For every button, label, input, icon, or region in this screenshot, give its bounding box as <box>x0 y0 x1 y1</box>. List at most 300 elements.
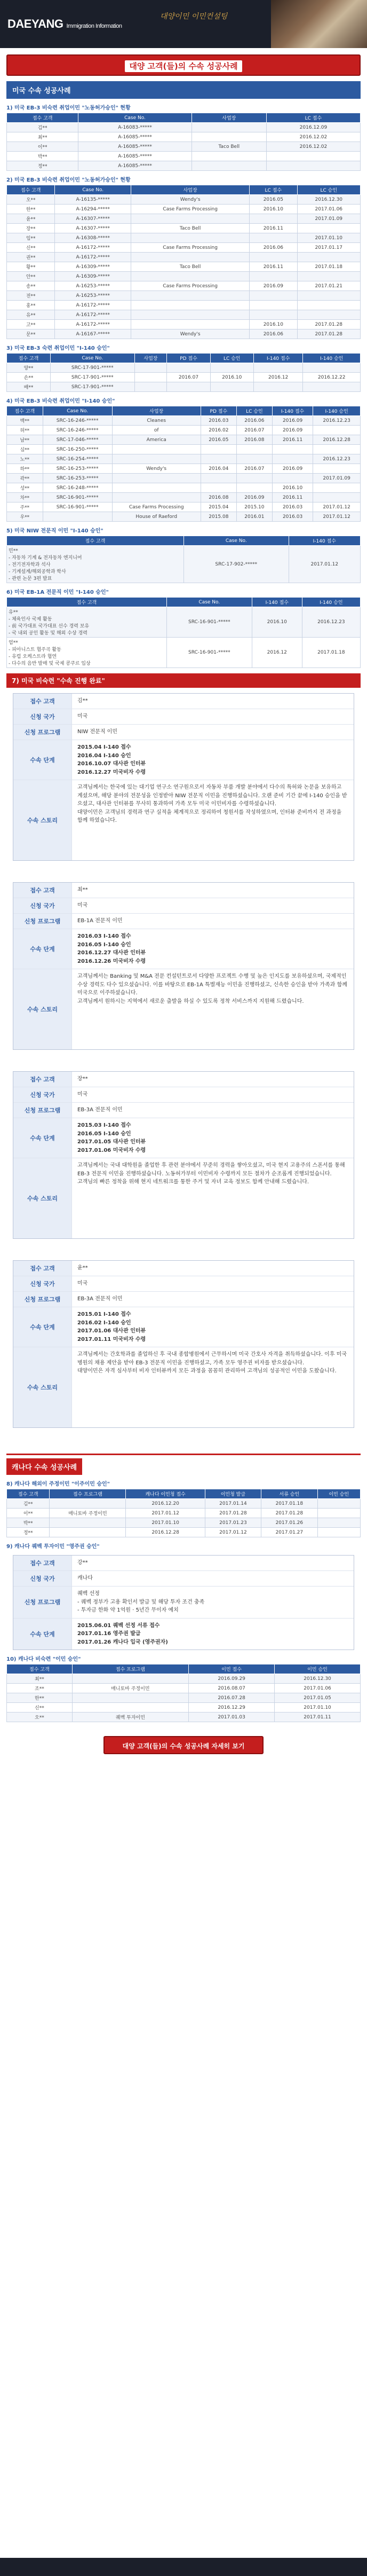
table-cell: A-16172-***** <box>55 310 131 320</box>
table-cell: 2017.01.18 <box>261 1499 317 1509</box>
table-cell: SRC-16-253-***** <box>43 474 112 483</box>
table-cell: 2017.01.12 <box>313 502 361 512</box>
table-cell: 2016.12.22 <box>303 373 361 382</box>
table-cell <box>297 272 360 281</box>
table-cell: 안** <box>7 272 55 281</box>
case-field-label: 신청 프로그램 <box>13 914 72 929</box>
table-cell: 이** <box>7 1509 50 1518</box>
case-field-label: 수속 단계 <box>13 740 72 780</box>
column-header: I-140 승인 <box>313 406 361 416</box>
table-cell: House of Raeford <box>112 512 201 522</box>
case-card <box>13 693 354 861</box>
table-cell: 2017.01.12 <box>205 1528 261 1537</box>
table-cell: 허** <box>7 426 43 435</box>
table-row <box>7 464 361 474</box>
column-header: 접수 고객 <box>7 536 184 546</box>
table-row <box>7 483 361 493</box>
eb1a-table <box>6 597 361 668</box>
table-cell: 2016.08 <box>201 493 236 502</box>
table-cell: A-16308-***** <box>55 233 131 243</box>
table-cell: SRC-17-901-***** <box>51 373 134 382</box>
table-cell <box>250 233 297 243</box>
column-header: 사업장 <box>112 406 201 416</box>
table-row <box>7 272 361 281</box>
table-cell: 2016.12.20 <box>126 1499 205 1509</box>
table-cell: A-16309-***** <box>55 262 131 272</box>
table-cell: 민** - 자동차 기계 & 전자동차 엔지니어 - 전기전자학과 석사 - 기계설계/해외공학과 학사 - 관련 논문 3편 발표 <box>7 546 184 583</box>
table-cell: A-16294-***** <box>55 205 131 214</box>
table-cell: 2017.01.28 <box>205 1509 261 1518</box>
case-field-program: 퀘벡 선정 - 퀘벡 정부가 고용 확인서 발급 및 해당 투자 조건 충족 - 투자금 한화 약 1억원 · 5년간 무이자 예치 <box>77 1591 205 1613</box>
table-cell: 홍** <box>7 301 55 310</box>
case-field-steps: 2015.01 I-140 접수 2016.02 I-140 승인 2017.01.06 대사관 인터뷰 2017.01.11 미국비자 수령 <box>77 1311 146 1342</box>
table-cell <box>313 464 361 474</box>
table-cell <box>297 310 360 320</box>
table-cell: 2017.01.12 <box>126 1509 205 1518</box>
table-cell: 김** <box>7 123 78 132</box>
table-cell <box>192 132 266 142</box>
table-cell <box>313 445 361 454</box>
column-header: Case No. <box>43 406 112 416</box>
i140-table-skilled <box>6 353 361 392</box>
table-cell: 2016.12.30 <box>297 195 360 205</box>
table-cell <box>50 1528 126 1537</box>
case-list-header: 7) 미국 비숙련 "수속 진행 완료" <box>6 673 361 688</box>
case-card <box>13 1260 354 1428</box>
table-cell: 2016.06 <box>250 243 297 253</box>
table-cell <box>272 454 313 464</box>
case-field-label: 신청 국가 <box>13 1571 72 1586</box>
lc-table-2 <box>6 185 361 339</box>
column-header: 접수 프로그램 <box>50 1489 126 1499</box>
table-cell: 2016.09 <box>272 416 313 426</box>
column-header: 이민 승인 <box>275 1664 361 1674</box>
table-row <box>7 123 361 132</box>
table-cell <box>250 291 297 301</box>
column-header: I-140 접수 <box>289 536 360 546</box>
table-cell: A-16172-***** <box>55 253 131 262</box>
table-row <box>7 1528 361 1537</box>
table-cell: 2016.08 <box>236 435 272 445</box>
table-cell: A-16309-***** <box>55 272 131 281</box>
column-header: 이민 승인 <box>317 1489 360 1499</box>
table-cell: 오** <box>7 1713 73 1722</box>
case-field-story: 고객님께서는 Banking 및 M&A 전문 컨설턴트로서 다양한 프로젝트 수행 및 높은 인지도를 보유하셨으며, 국제적인 수상 경력도 다수 있으셨습니다. 이를 바탕으로 EB-1A 특별재능 이민을 진행하셨고, 신속한 승인을 받아 가족과 함께 미국으로 이주하셨습니다. 고객님께서 원하시는 지역에서 새로운 출발을 하실 수 있도록 정착 서비스까지 지원해 드렸습니다. <box>77 973 347 1004</box>
table-row <box>7 474 361 483</box>
case-field-label: 신청 프로그램 <box>13 1103 72 1118</box>
table-cell <box>131 214 250 224</box>
table-cell: A-16172-***** <box>55 243 131 253</box>
brand-name: DAEYANG <box>7 17 63 30</box>
case-field-label: 접수 고객 <box>13 1556 72 1570</box>
column-header: 이민청 발급 <box>205 1489 261 1499</box>
table-cell: 2016.12.30 <box>275 1674 361 1684</box>
table-cell: 2016.12.23 <box>313 416 361 426</box>
table-row <box>7 224 361 233</box>
table-cell <box>72 1693 188 1703</box>
table-cell: 정** <box>7 1528 50 1537</box>
ca-section <box>6 1454 361 1475</box>
table-row <box>7 262 361 272</box>
column-header: Case No. <box>78 113 192 123</box>
table-cell: SRC-16-901-***** <box>43 502 112 512</box>
column-header: 접수 고객 <box>7 113 78 123</box>
case-field-client: 최** <box>77 887 88 893</box>
column-header: PD 접수 <box>201 406 236 416</box>
table-cell: 문** <box>7 329 55 339</box>
table-cell: 2017.01.12 <box>289 546 360 583</box>
table-cell: 조** <box>7 1684 73 1693</box>
brand-logo[interactable] <box>7 17 122 31</box>
column-header: 접수 고객 <box>7 406 43 416</box>
table-cell <box>253 363 303 373</box>
table-cell: 신** <box>7 243 55 253</box>
case-field-label: 수속 스토리 <box>13 1347 72 1427</box>
table-cell: 2016.09 <box>236 493 272 502</box>
case-field-label: 수속 스토리 <box>13 969 72 1049</box>
table-cell: 주** <box>7 502 43 512</box>
table-row <box>7 132 361 142</box>
table-cell: 2016.10 <box>250 205 297 214</box>
table-cell: 2016.04 <box>201 464 236 474</box>
table-row <box>7 1713 361 1722</box>
table-cell: 2017.01.10 <box>275 1703 361 1713</box>
table-cell <box>192 161 266 171</box>
table-row <box>7 205 361 214</box>
table-cell: A-16085-***** <box>78 152 192 161</box>
table-cell <box>236 454 272 464</box>
i140-table-unskilled <box>6 406 361 522</box>
header-image <box>271 0 367 48</box>
table-cell: 곽** <box>7 474 43 483</box>
table-cell <box>303 382 361 392</box>
table-cell: A-16085-***** <box>78 132 192 142</box>
table-cell <box>112 445 201 454</box>
table-cell: 하** <box>7 464 43 474</box>
us-section-header: 미국 수속 성공사례 <box>6 81 361 99</box>
table-cell <box>72 1703 188 1713</box>
table-cell: 2016.03 <box>272 502 313 512</box>
table-row <box>7 214 361 224</box>
column-header: LC 접수 <box>250 185 297 195</box>
case-field-client: 윤** <box>77 1265 88 1271</box>
column-header: PD 접수 <box>167 354 210 363</box>
case-field-label: 접수 고객 <box>13 694 72 709</box>
table-row <box>7 1684 361 1693</box>
table-cell <box>112 493 201 502</box>
case-card <box>13 1071 354 1239</box>
table-cell: 2016.10 <box>272 483 313 493</box>
table-cell: Wendy's <box>112 464 201 474</box>
case-card <box>13 1555 354 1650</box>
table-cell: 최** <box>7 132 78 142</box>
table-cell: SRC-17-046-***** <box>43 435 112 445</box>
column-header: 사업장 <box>131 185 250 195</box>
table-cell: A-16083-***** <box>78 123 192 132</box>
table-cell: 2017.01.28 <box>297 320 360 329</box>
table-cell <box>131 301 250 310</box>
table-cell: Taco Bell <box>131 262 250 272</box>
table-cell: 2017.01.18 <box>297 262 360 272</box>
table-row <box>7 1674 361 1684</box>
table-cell: 손** <box>7 373 51 382</box>
table-cell: 2016.09.29 <box>189 1674 275 1684</box>
table-cell: 임** <box>7 233 55 243</box>
table-cell: 한** <box>7 205 55 214</box>
ca-table-1 <box>6 1489 361 1537</box>
table-cell <box>297 253 360 262</box>
column-header: I-140 승인 <box>303 354 361 363</box>
table-cell <box>297 291 360 301</box>
table-cell: 2016.02 <box>201 426 236 435</box>
column-header: 사업장 <box>134 354 167 363</box>
case-field-program: EB-1A 전문직 이민 <box>77 918 123 924</box>
table-cell <box>43 512 112 522</box>
table-cell: 2017.01.05 <box>275 1693 361 1703</box>
table-cell: 2015.04 <box>201 502 236 512</box>
table-cell: 2016.07 <box>236 464 272 474</box>
table-cell: 2016.07 <box>167 373 210 382</box>
table-cell: 고** <box>7 320 55 329</box>
table-cell: 한** <box>7 1693 73 1703</box>
table-row <box>7 607 361 638</box>
site-footer <box>0 2558 367 2576</box>
table-cell: 차** <box>7 493 43 502</box>
table-cell: Case Farms Processing <box>112 502 201 512</box>
table-cell: A-16135-***** <box>55 195 131 205</box>
table-cell: 2016.11 <box>272 493 313 502</box>
column-header: 사업장 <box>192 113 266 123</box>
table-cell: 이** <box>7 142 78 152</box>
table-row <box>7 310 361 320</box>
table-cell: 2016.05 <box>201 435 236 445</box>
case-field-label: 신청 국가 <box>13 1087 72 1102</box>
table-cell: A-16172-***** <box>55 320 131 329</box>
column-header: 접수 고객 <box>7 1489 50 1499</box>
table-cell <box>297 224 360 233</box>
case-field-country: 미국 <box>77 1281 88 1286</box>
table-cell <box>250 301 297 310</box>
table-cell: 2016.09 <box>250 281 297 291</box>
table-row <box>7 161 361 171</box>
ca-table-3 <box>6 1664 361 1722</box>
case-field-label: 신청 프로그램 <box>13 1292 72 1307</box>
column-header: 이민 접수 <box>189 1664 275 1674</box>
column-header: 접수 고객 <box>7 1664 73 1674</box>
table-cell <box>266 152 360 161</box>
table-cell: 유** <box>7 310 55 320</box>
table-cell: 신** <box>7 1703 73 1713</box>
table-row <box>7 1703 361 1713</box>
table-cell <box>134 373 167 382</box>
table-cell <box>131 272 250 281</box>
table-cell <box>201 454 236 464</box>
table-cell: 장** <box>7 224 55 233</box>
table-cell <box>317 1518 360 1528</box>
table-row <box>7 1509 361 1518</box>
niw-table-caption: 5) 미국 NIW 전문직 이민 "I-140 승인" <box>6 528 103 534</box>
ca-quebec-caption: 9) 캐나다 퀘벡 투자이민 "영주권 승인" <box>6 1544 100 1550</box>
table-cell: 엄** - 피아니스트 협주곡 활동 - 유럽 오케스트라 협연 - 다수의 음반 발매 및 국제 콩쿠르 입상 <box>7 638 167 668</box>
table-cell: 2016.10 <box>210 373 253 382</box>
table-cell: 2017.01.28 <box>261 1509 317 1518</box>
table-row <box>7 426 361 435</box>
site-header <box>0 0 367 48</box>
table-cell: 심** <box>7 445 43 454</box>
table-cell: 백** <box>7 416 43 426</box>
table-cell <box>313 493 361 502</box>
table-cell: 2017.01.27 <box>261 1528 317 1537</box>
table-cell <box>250 310 297 320</box>
table-cell: 2016.12.02 <box>266 142 360 152</box>
case-field-label: 신청 국가 <box>13 1276 72 1291</box>
table-cell <box>131 253 250 262</box>
case-field-label: 수속 스토리 <box>13 1158 72 1238</box>
case-field-program: EB-3A 전문직 이민 <box>77 1107 123 1113</box>
table-cell: 2016.05 <box>250 195 297 205</box>
table-cell <box>112 483 201 493</box>
case-field-program: EB-3A 전문직 이민 <box>77 1296 123 1302</box>
table-cell: 2017.01.03 <box>189 1713 275 1722</box>
table-cell: 2016.09 <box>272 426 313 435</box>
case-field-label: 수속 단계 <box>13 929 72 969</box>
column-header: I-140 접수 <box>252 598 302 607</box>
column-header: LC 승인 <box>210 354 253 363</box>
ca-table-3-caption: 10) 캐나다 비숙련 "이민 승인" <box>6 1656 81 1662</box>
table-cell: 2016.12.09 <box>266 123 360 132</box>
case-field-client: 장** <box>77 1076 88 1082</box>
table-row <box>7 502 361 512</box>
table-cell <box>250 253 297 262</box>
table-row <box>7 195 361 205</box>
table-cell: 윤** <box>7 214 55 224</box>
table-row <box>7 416 361 426</box>
table-cell: 2017.01.18 <box>302 638 360 668</box>
table-cell: 남** <box>7 435 43 445</box>
column-header: Case No. <box>51 354 134 363</box>
table-row <box>7 382 361 392</box>
table-cell: 2017.01.06 <box>297 205 360 214</box>
table-row <box>7 253 361 262</box>
table-cell: SRC-17-902-***** <box>183 546 289 583</box>
table-cell: 2016.08.07 <box>189 1684 275 1693</box>
table-cell: 2017.01.09 <box>313 474 361 483</box>
table-cell <box>112 474 201 483</box>
table-cell: 정** <box>7 161 78 171</box>
table-cell <box>272 474 313 483</box>
table-cell <box>134 382 167 392</box>
table-cell: 전** <box>7 291 55 301</box>
eb1a-table-caption: 6) 미국 EB-1A 전문직 이민 "I-140 승인" <box>6 590 109 595</box>
table-cell: 오** <box>7 195 55 205</box>
case-field-label: 수속 단계 <box>13 1118 72 1158</box>
case-field-country: 캐나다 <box>77 1575 93 1581</box>
table-cell: 매니토바 주정이민 <box>72 1684 188 1693</box>
table-cell: Case Farms Processing <box>131 205 250 214</box>
table-cell <box>317 1528 360 1537</box>
table-cell <box>192 123 266 132</box>
column-header: 캐나다 이민청 접수 <box>126 1489 205 1499</box>
table-cell: A-16307-***** <box>55 224 131 233</box>
column-header: LC 승인 <box>297 185 360 195</box>
i140-table-skilled-caption: 3) 미국 EB-3 숙련 취업이민 "I-140 승인" <box>6 345 110 351</box>
table-cell: 2016.06 <box>236 416 272 426</box>
table-cell: 2016.01 <box>236 512 272 522</box>
column-header: Case No. <box>166 598 252 607</box>
table-cell <box>313 483 361 493</box>
column-header: 서류 승인 <box>261 1489 317 1499</box>
view-more-button[interactable]: 대양 고객(들)의 수속 성공사례 자세히 보기 <box>103 1736 264 1754</box>
table-cell: 2017.01.10 <box>297 233 360 243</box>
case-field-label: 수속 단계 <box>13 1307 72 1347</box>
table-cell: 퀘벡 투자이민 <box>72 1713 188 1722</box>
table-row <box>7 233 361 243</box>
table-cell <box>272 445 313 454</box>
case-field-country: 미국 <box>77 1091 88 1097</box>
table-cell: 박** <box>7 1518 50 1528</box>
table-cell: 배** <box>7 382 51 392</box>
table-cell: 2016.11 <box>272 435 313 445</box>
table-row <box>7 1693 361 1703</box>
case-field-label: 수속 스토리 <box>13 780 72 860</box>
table-row <box>7 546 361 583</box>
table-cell: 2015.08 <box>201 512 236 522</box>
case-field-steps: 2016.03 I-140 접수 2016.05 I-140 승인 2016.12.27 대사관 인터뷰 2016.12.26 미국비자 수령 <box>77 933 146 964</box>
case-field-story: 고객님께서는 한국에 있는 대기업 연구소 연구원으로서 자동차 부품 개발 분야에서 다수의 특허와 논문을 보유하고 계셨으며, 해당 분야의 전문성을 인정받아 NIW 전문직 이민을 진행하셨습니다. 오랜 준비 기간 끝에 I-140 승인을 받으셨고, 대사관 인터뷰를 무사히 통과하여 가족 모두 미국 이민비자를 수령하셨습니다. 대양이민은 고객님의 경력과 연구 실적을 체계적으로 정리하여 청원서를 작성하였으며, 인터뷰 준비까지 전 과정을 함께 하였습니다. <box>77 784 347 823</box>
table-cell <box>317 1499 360 1509</box>
table-cell: A-16085-***** <box>78 142 192 152</box>
table-cell: 우** <box>7 512 43 522</box>
table-cell: A-16167-***** <box>55 329 131 339</box>
lc-table-1-caption: 1) 미국 EB-3 비숙련 취업이민 "노동허가승인" 현황 <box>6 105 131 111</box>
case-field-client: 김** <box>77 698 88 704</box>
table-cell: 2016.12.28 <box>126 1528 205 1537</box>
table-cell: 2016.07.28 <box>189 1693 275 1703</box>
table-cell: 2016.12.28 <box>313 435 361 445</box>
table-cell <box>210 382 253 392</box>
table-cell: A-16253-***** <box>55 281 131 291</box>
table-cell: 2017.01.12 <box>313 512 361 522</box>
case-field-steps: 2015.03 I-140 접수 2016.05 I-140 승인 2017.01.05 대사관 인터뷰 2017.01.06 미국비자 수령 <box>77 1122 146 1153</box>
table-cell: Case Farms Processing <box>131 281 250 291</box>
table-cell <box>72 1674 188 1684</box>
table-cell: 2017.01.26 <box>261 1518 317 1528</box>
table-cell: SRC-16-901-***** <box>166 638 252 668</box>
table-cell <box>131 310 250 320</box>
column-header: I-140 접수 <box>272 406 313 416</box>
table-row <box>7 512 361 522</box>
table-cell <box>210 363 253 373</box>
case-field-label: 접수 고객 <box>13 883 72 898</box>
table-cell: 2016.06 <box>250 329 297 339</box>
table-cell <box>303 363 361 373</box>
table-cell: SRC-16-901-***** <box>43 493 112 502</box>
table-row <box>7 1518 361 1528</box>
case-field-label: 수속 단계 <box>13 1619 72 1650</box>
table-row <box>7 363 361 373</box>
table-cell <box>167 363 210 373</box>
table-cell <box>236 483 272 493</box>
table-row <box>7 638 361 668</box>
table-cell <box>201 483 236 493</box>
table-cell: 2017.01.09 <box>297 214 360 224</box>
case-field-label: 신청 프로그램 <box>13 725 72 740</box>
column-header: Case No. <box>55 185 131 195</box>
column-header: 접수 고객 <box>7 185 55 195</box>
table-cell: SRC-16-254-***** <box>43 454 112 464</box>
table-row <box>7 281 361 291</box>
table-cell <box>250 272 297 281</box>
